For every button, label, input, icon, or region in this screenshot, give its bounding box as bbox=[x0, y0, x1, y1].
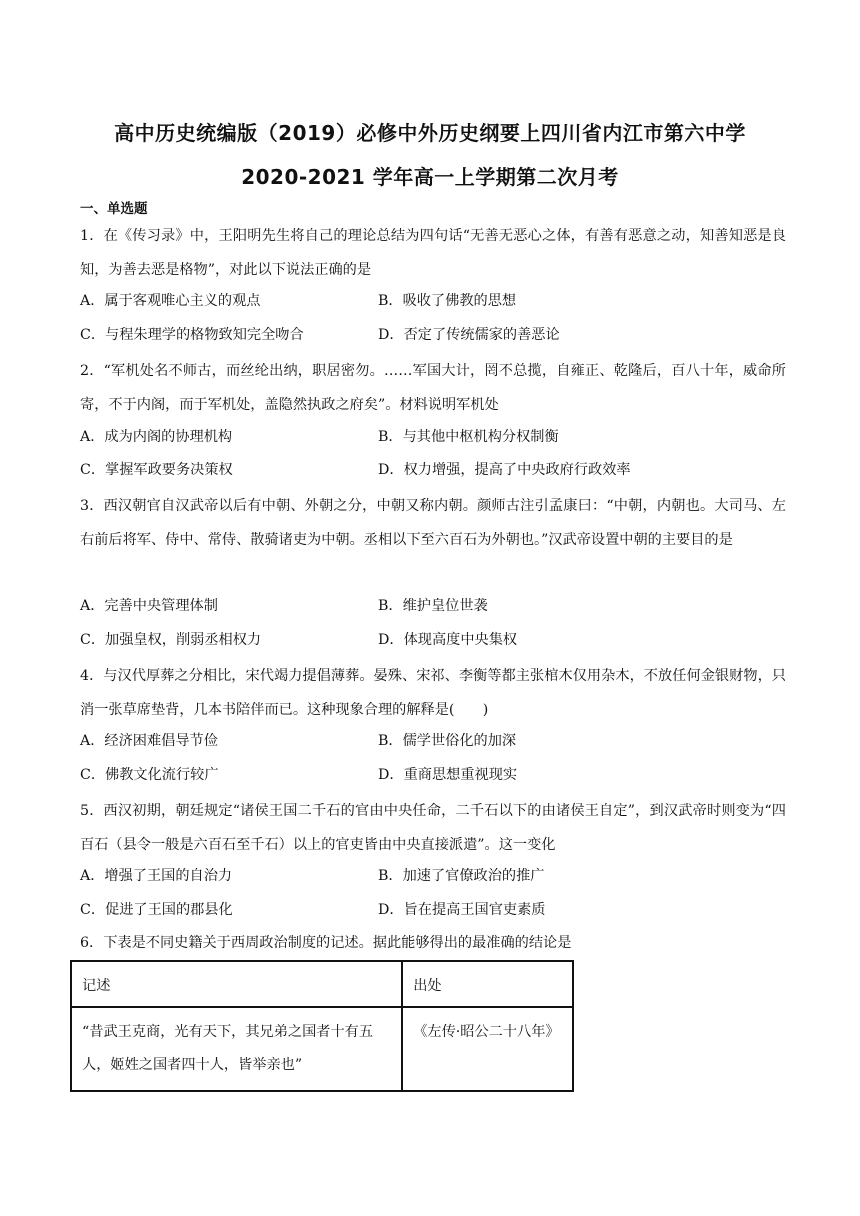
question-1-option-c: C．与程朱理学的格物致知完全吻合 bbox=[80, 327, 304, 343]
question-1-stem: 1．在《传习录》中，王阳明先生将自己的理论总结为四句话“无善无恶心之体，有善有恶意之动，知善知恶是良知，为善去恶是格物”，对此以下说法正确的是 bbox=[80, 228, 786, 278]
question-3-option-a: A．完善中央管理体制 bbox=[80, 598, 218, 614]
question-4-option-b: B．儒学世俗化的加深 bbox=[378, 733, 517, 749]
question-4-option-a: A．经济困难倡导节俭 bbox=[80, 733, 218, 749]
question-5-stem: 5．西汉初期，朝廷规定“诸侯王国二千石的官由中央任命，二千石以下的由诸侯王自定”，到汉武帝时则变为“四百石（县令一般是六百石至千石）以上的官吏皆由中央直接派遣”。这一变化 bbox=[80, 803, 786, 853]
question-2-option-b: B．与其他中枢机构分权制衡 bbox=[378, 429, 559, 445]
question-3-option-d: D．体现高度中央集权 bbox=[378, 632, 518, 648]
question-1-option-a: A．属于客观唯心主义的观点 bbox=[80, 293, 261, 309]
question-2-option-a: A．成为内阁的协理机构 bbox=[80, 429, 233, 445]
question-5-option-b: B．加速了官僚政治的推广 bbox=[378, 868, 545, 884]
table-row bbox=[71, 1007, 573, 1091]
question-2-stem: 2．“军机处名不师古，而丝纶出纳，职居密勿。……军国大计，罔不总揽，自雍正、乾隆后，百八十年，威命所寄，不于内阁，而于军机处，盖隐然执政之府矣”。材料说明军机处 bbox=[80, 363, 786, 413]
question-4-option-d: D．重商思想重视现实 bbox=[378, 767, 518, 783]
records-table bbox=[70, 960, 574, 1092]
question-6-stem: 6．下表是不同史籍关于西周政治制度的记述。据此能够得出的最准确的结论是 bbox=[80, 935, 572, 951]
question-2-option-c: C．掌握军政要务决策权 bbox=[80, 462, 233, 478]
question-1-option-b: B．吸收了佛教的思想 bbox=[378, 293, 517, 309]
table-header-record: 记述 bbox=[71, 961, 402, 1007]
question-3-option-b: B．维护皇位世袭 bbox=[378, 598, 488, 614]
table-cell-record: “昔武王克商，光有天下，其兄弟之国者十有五人，姬姓之国者四十人，皆举亲也” bbox=[71, 1007, 402, 1091]
exam-title-line-2: 2020-2021 学年高一上学期第二次月考 bbox=[241, 165, 619, 189]
question-1-option-d: D．否定了传统儒家的善恶论 bbox=[378, 327, 560, 343]
question-2-option-d: D．权力增强，提高了中央政府行政效率 bbox=[378, 462, 631, 478]
question-4-option-c: C．佛教文化流行较广 bbox=[80, 767, 219, 783]
table-header-row bbox=[71, 961, 573, 1007]
table-cell-source: 《左传·昭公二十八年》 bbox=[402, 1007, 573, 1091]
question-5-option-a: A．增强了王国的自治力 bbox=[80, 868, 233, 884]
question-3-option-c: C．加强皇权，削弱丞相权力 bbox=[80, 632, 262, 648]
question-5-option-d: D．旨在提高王国官吏素质 bbox=[378, 902, 546, 918]
question-3-stem: 3．西汉朝官自汉武帝以后有中朝、外朝之分，中朝又称内朝。颜师古注引孟康曰：“中朝，内朝也。大司马、左右前后将军、侍中、常侍、散骑诸吏为中朝。丞相以下至六百石为外朝也。”汉武帝设置中朝的主要目的是 bbox=[80, 498, 786, 548]
question-4-stem: 4．与汉代厚葬之分相比，宋代竭力提倡薄葬。晏殊、宋祁、李衡等都主张棺木仅用杂木，不放任何金银财物，只消一张草席垫背，几本书陪伴而已。这种现象合理的解释是( ) bbox=[80, 668, 786, 718]
section-heading: 一、单选题 bbox=[80, 201, 148, 217]
question-5-option-c: C．促进了王国的郡县化 bbox=[80, 902, 233, 918]
exam-title-line-1: 高中历史统编版（2019）必修中外历史纲要上四川省内江市第六中学 bbox=[114, 121, 746, 145]
table-header-source: 出处 bbox=[402, 961, 573, 1007]
